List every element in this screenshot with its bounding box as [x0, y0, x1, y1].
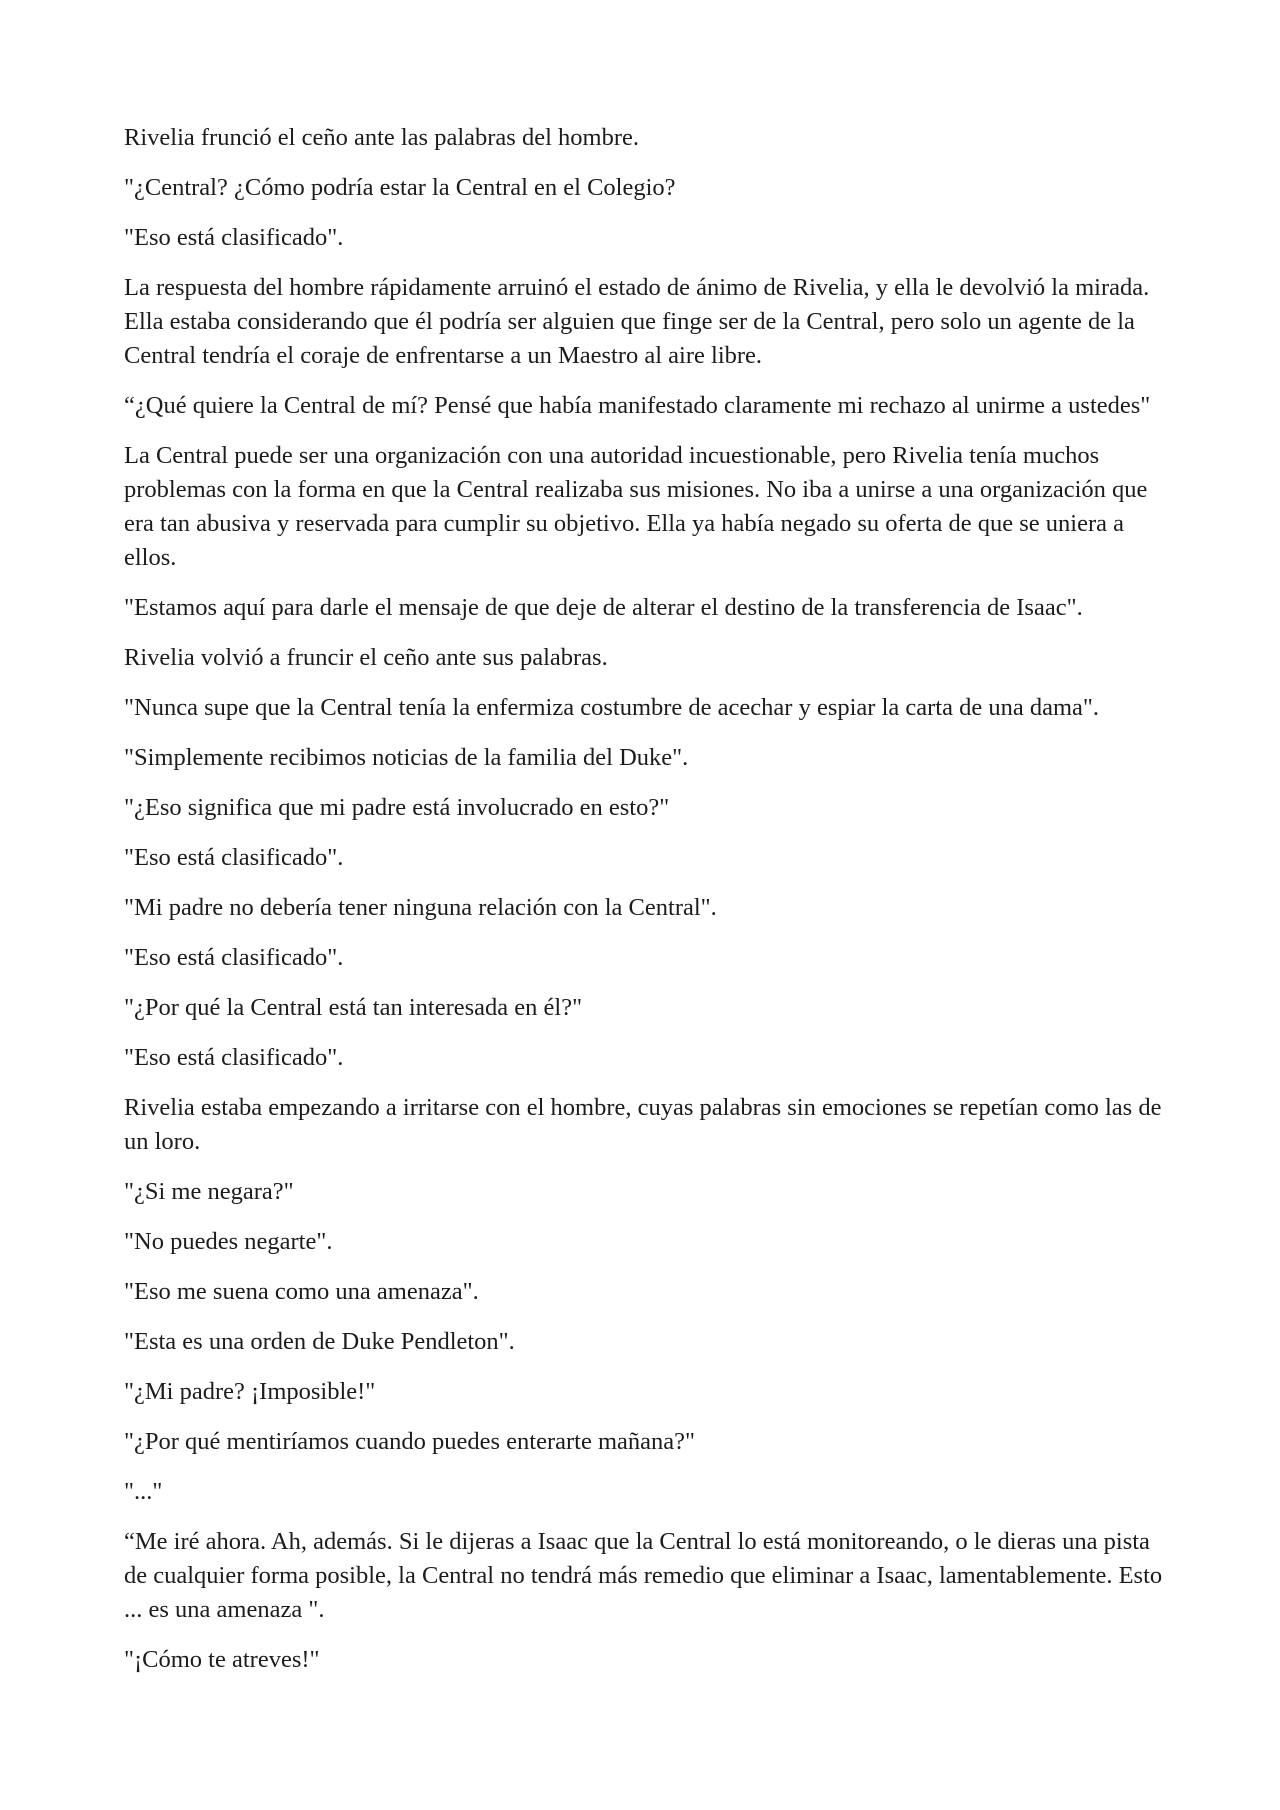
paragraph: "Simplemente recibimos noticias de la familia del Duke".	[124, 744, 689, 771]
paragraph: “¿Qué quiere la Central de mí? Pensé que había manifestado claramente mi rechazo al unirme a ustedes"	[124, 392, 1151, 419]
paragraph: "Esta es una orden de Duke Pendleton".	[124, 1328, 515, 1355]
paragraph: "¿Por qué mentiríamos cuando puedes enterarte mañana?"	[124, 1428, 696, 1455]
paragraph: "Eso está clasificado".	[124, 844, 344, 871]
paragraph: Rivelia frunció el ceño ante las palabras del hombre.	[124, 124, 639, 151]
paragraph: "Eso está clasificado".	[124, 1044, 344, 1071]
paragraph: "Estamos aquí para darle el mensaje de que deje de alterar el destino de la transferencia de Isaac".	[124, 594, 1083, 621]
paragraph: "¿Mi padre? ¡Imposible!"	[124, 1378, 376, 1405]
paragraph: "¡Cómo te atreves!"	[124, 1646, 320, 1673]
paragraph: "¿Por qué la Central está tan interesada en él?"	[124, 994, 583, 1021]
paragraph: Rivelia volvió a fruncir el ceño ante sus palabras.	[124, 644, 608, 671]
paragraph: "Nunca supe que la Central tenía la enfermiza costumbre de acechar y espiar la carta de una dama".	[124, 694, 1100, 721]
paragraph: "Mi padre no debería tener ninguna relación con la Central".	[124, 894, 717, 921]
document-page	[124, 121, 1174, 1693]
paragraph: "Eso está clasificado".	[124, 224, 344, 251]
paragraph: La Central puede ser una organización con una autoridad incuestionable, pero Rivelia tenía muchos problemas con la forma en que la Central realizaba sus misiones. No iba a unirse a una organización que era tan abusiva y reservada para cumplir su objetivo. Ella ya había negado su oferta de que se uniera a ellos.	[124, 442, 1148, 571]
paragraph: "¿Eso significa que mi padre está involucrado en esto?"	[124, 794, 670, 821]
paragraph: “Me iré ahora. Ah, además. Si le dijeras a Isaac que la Central lo está monitoreando, o le dieras una pista de cualquier forma posible, la Central no tendrá más remedio que eliminar a Isaac, lamentablemente. Esto ... es una amenaza ".	[124, 1528, 1163, 1623]
paragraph: "¿Si me negara?"	[124, 1178, 294, 1205]
paragraph: "No puedes negarte".	[124, 1228, 333, 1255]
paragraph: "Eso me suena como una amenaza".	[124, 1278, 479, 1305]
paragraph: "Eso está clasificado".	[124, 944, 344, 971]
paragraph: "¿Central? ¿Cómo podría estar la Central en el Colegio?	[124, 174, 676, 201]
paragraph: Rivelia estaba empezando a irritarse con el hombre, cuyas palabras sin emociones se repetían como las de un loro.	[124, 1094, 1162, 1155]
paragraph: "..."	[124, 1478, 163, 1505]
paragraph: La respuesta del hombre rápidamente arruinó el estado de ánimo de Rivelia, y ella le devolvió la mirada. Ella estaba considerando que él podría ser alguien que finge ser de la Central, pero solo un agente de la Central tendría el coraje de enfrentarse a un Maestro al aire libre.	[124, 274, 1150, 369]
